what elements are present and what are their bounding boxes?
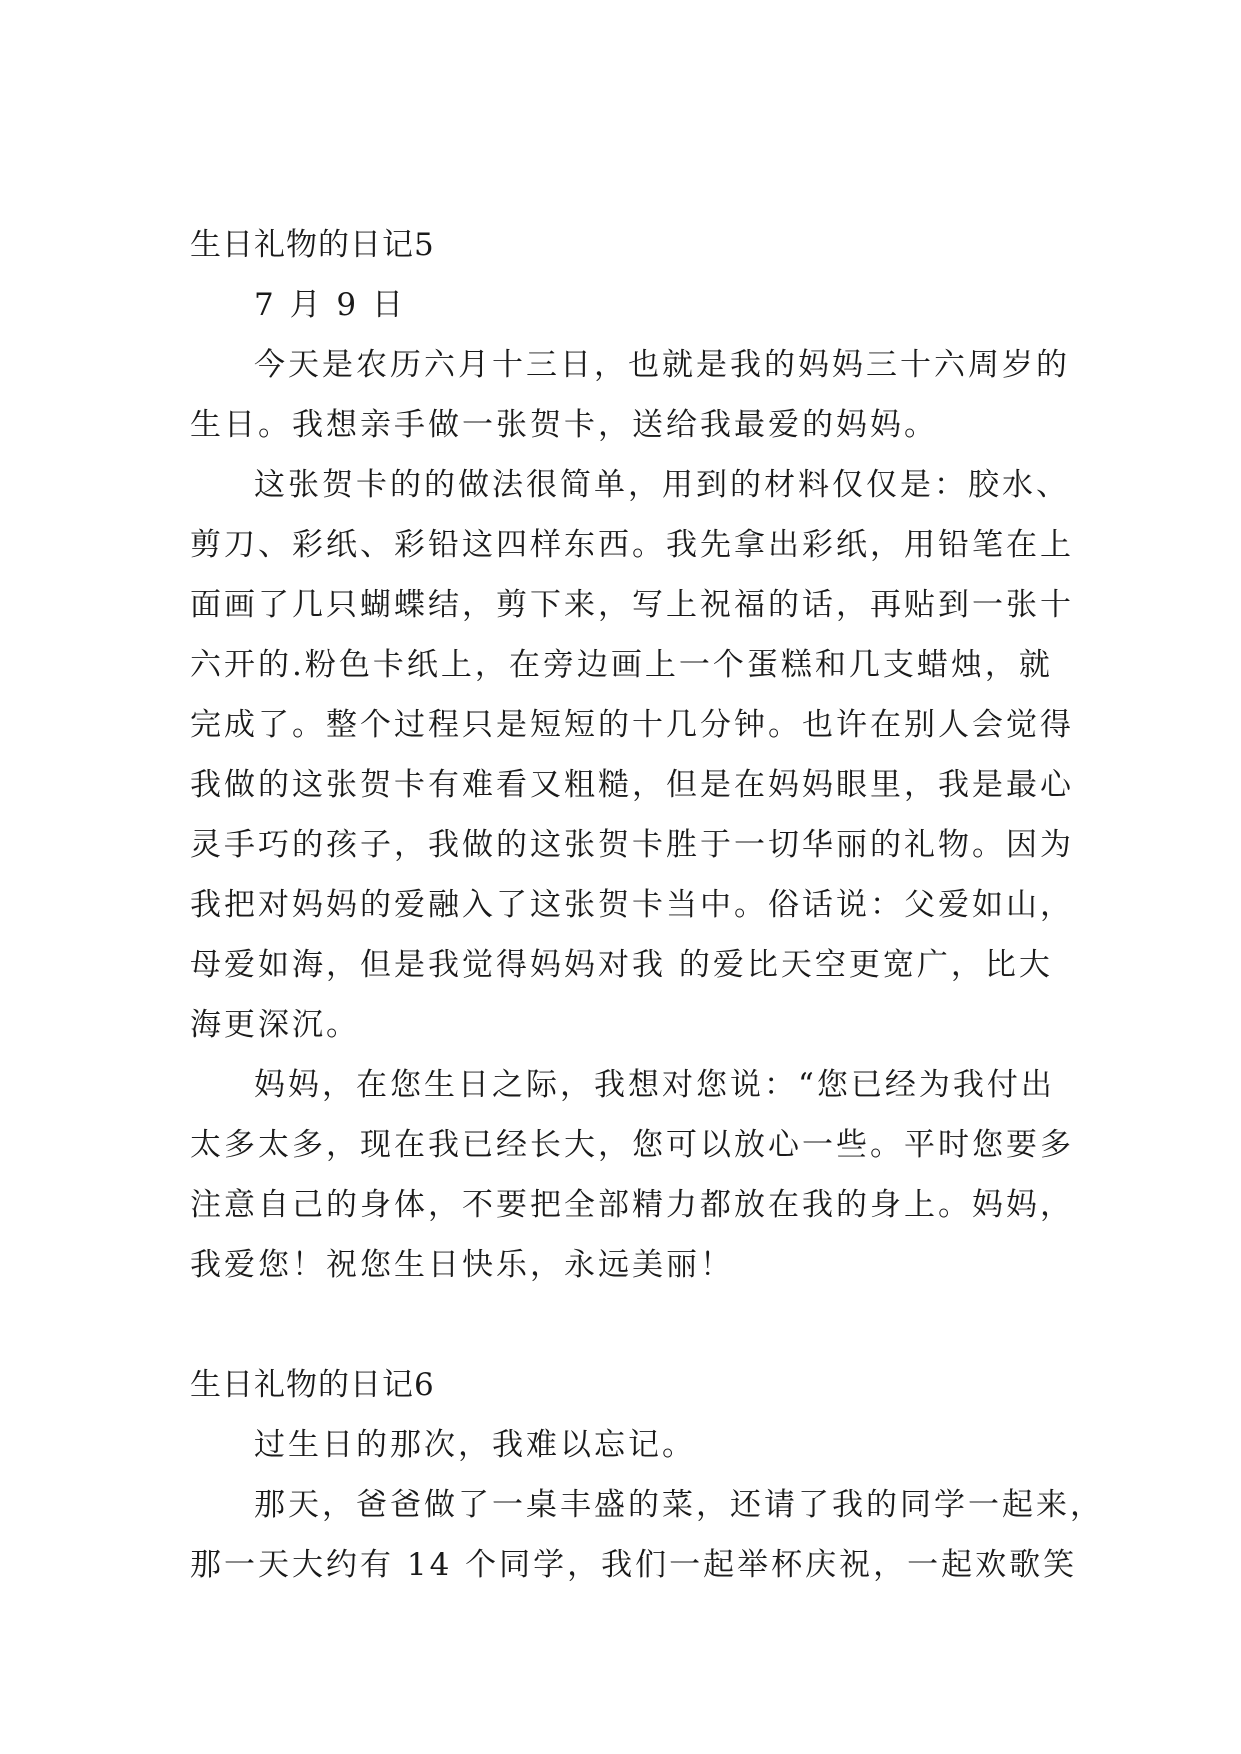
paragraph-line: 灵手巧的孩子，我做的这张贺卡胜于一切华丽的礼物。因为 <box>190 827 1074 863</box>
paragraph-line: 注意自己的身体，不要把全部精力都放在我的身上。妈妈， <box>190 1187 1074 1223</box>
entry-spacer <box>190 1295 1056 1355</box>
paragraph-line: 面画了几只蝴蝶结，剪下来，写上祝福的话，再贴到一张十 <box>190 587 1074 623</box>
paragraph-line: 那一天大约有 14 个同学，我们一起举杯庆祝，一起欢歌笑 <box>190 1547 1078 1583</box>
paragraph-line: 剪刀、彩纸、彩铅这四样东西。我先拿出彩纸，用铅笔在上 <box>190 527 1074 563</box>
paragraph-line: 六开的.粉色卡纸上，在旁边画上一个蛋糕和几支蜡烛，就 <box>190 647 1053 683</box>
paragraph-line: 我爱您！祝您生日快乐，永远美丽！ <box>190 1247 734 1283</box>
paragraph-line: 完成了。整个过程只是短短的十几分钟。也许在别人会觉得 <box>190 707 1074 743</box>
paragraph-line: 今天是农历六月十三日，也就是我的妈妈三十六周岁的 <box>254 347 1070 383</box>
paragraph-line: 太多太多，现在我已经长大，您可以放心一些。平时您要多 <box>190 1127 1074 1163</box>
entry-title: 生日礼物的日记5 <box>190 227 435 263</box>
paragraph-line: 我做的这张贺卡有难看又粗糙，但是在妈妈眼里，我是最心 <box>190 767 1074 803</box>
paragraph-line: 过生日的那次，我难以忘记。 <box>254 1427 696 1463</box>
document-page <box>190 215 1104 1595</box>
paragraph-line: 妈妈，在您生日之际，我想对您说：“您已经为我付出 <box>254 1067 1055 1103</box>
paragraph-line: 母爱如海，但是我觉得妈妈对我 的爱比天空更宽广，比大 <box>190 947 1053 983</box>
paragraph-line: 这张贺卡的的做法很简单，用到的材料仅仅是：胶水、 <box>254 467 1070 503</box>
paragraph-line: 海更深沉。 <box>190 1007 360 1043</box>
paragraph-line: 生日。我想亲手做一张贺卡，送给我最爱的妈妈。 <box>190 407 938 443</box>
paragraph-line: 那天，爸爸做了一桌丰盛的菜，还请了我的同学一起来， <box>254 1487 1104 1523</box>
entry-date: 7 月 9 日 <box>254 287 407 323</box>
entry-title: 生日礼物的日记6 <box>190 1367 435 1403</box>
paragraph-line: 我把对妈妈的爱融入了这张贺卡当中。俗话说：父爱如山， <box>190 887 1074 923</box>
